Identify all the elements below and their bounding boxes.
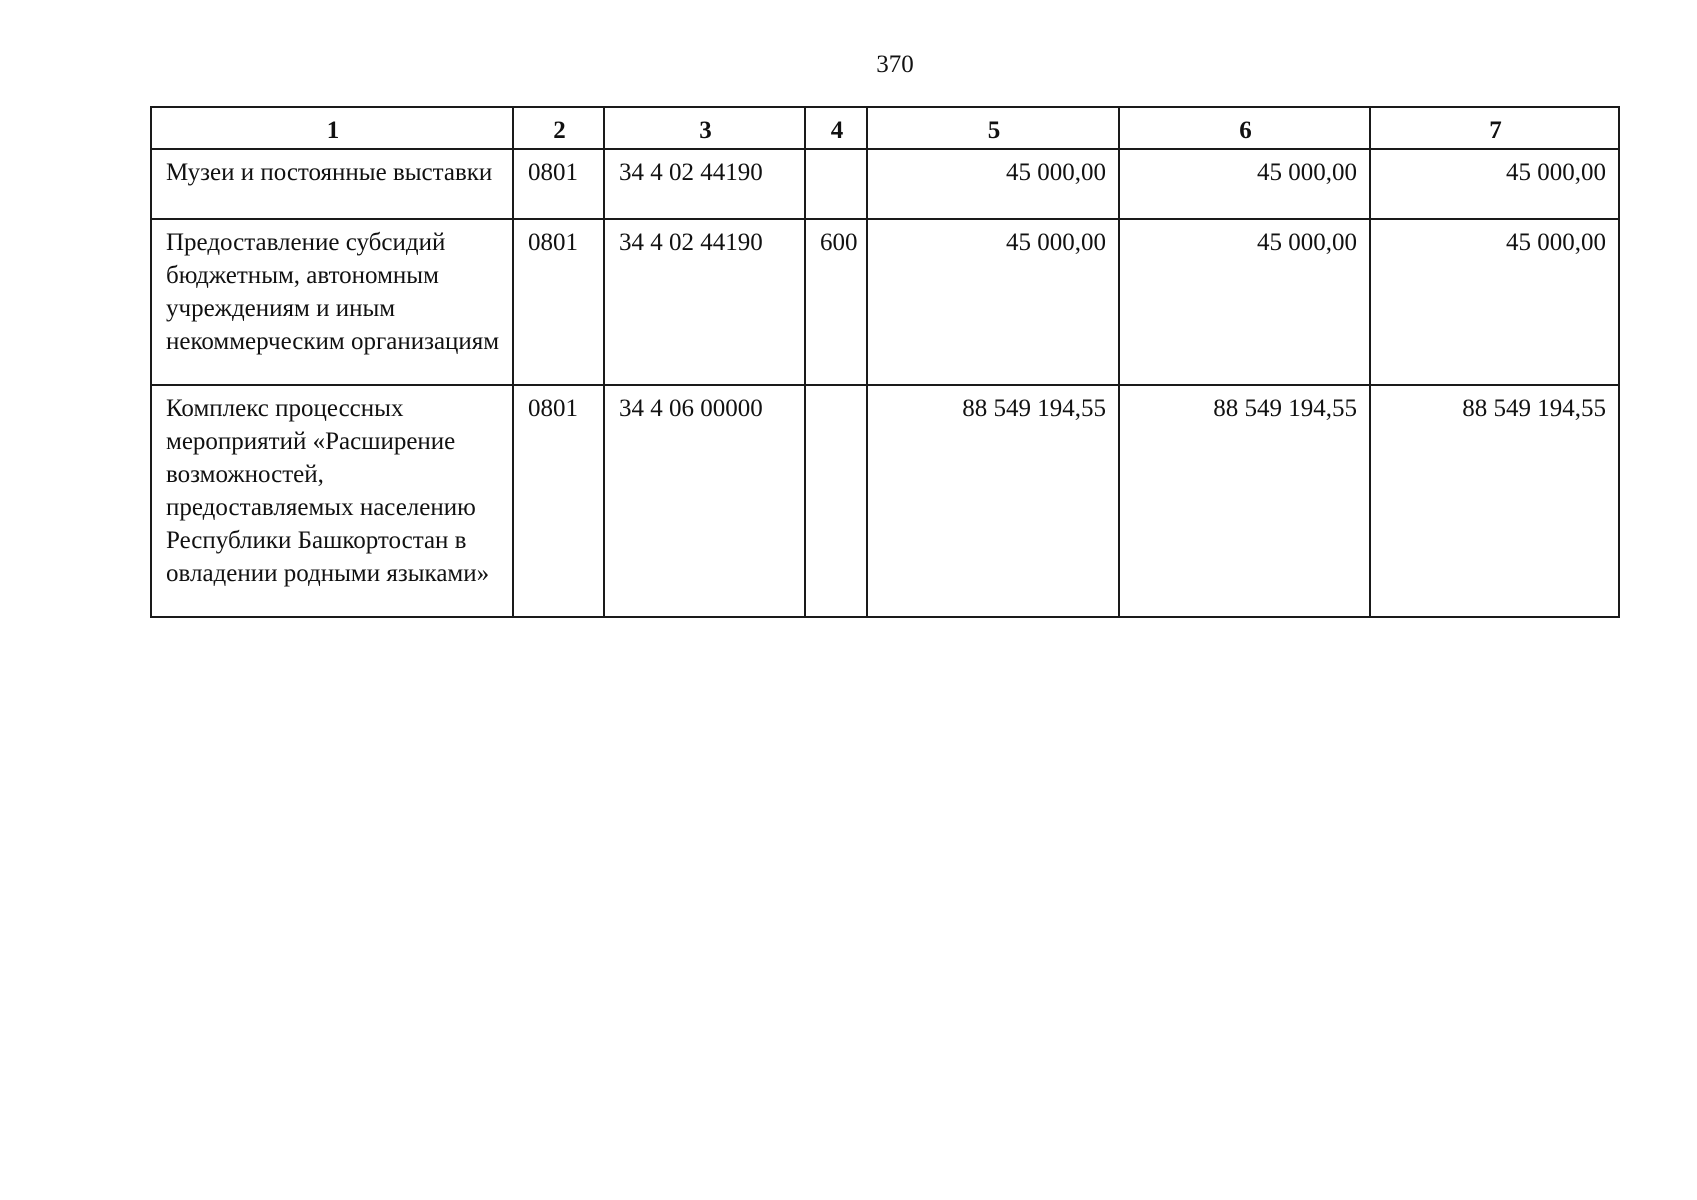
target-code: 34 4 02 44190 (604, 219, 805, 385)
header-row (151, 107, 1619, 149)
budget-table (150, 106, 1620, 618)
row-name: Предоставление субсидий бюджетным, автономным учреждениям и иным некоммерческим организациям (151, 219, 513, 385)
row-name: Комплекс процессных мероприятий «Расширение возможностей, предоставляемых населению Республики Башкортостан в овладении родными языками» (151, 385, 513, 617)
amount-col-7: 88 549 194,55 (1370, 385, 1619, 617)
expense-type (805, 149, 867, 219)
expense-type: 600 (805, 219, 867, 385)
expense-type (805, 385, 867, 617)
table-row (151, 385, 1619, 617)
amount-col-6: 88 549 194,55 (1119, 385, 1370, 617)
amount-col-5: 88 549 194,55 (867, 385, 1119, 617)
column-header-2: 2 (513, 107, 604, 149)
row-name: Музеи и постоянные выставки (151, 149, 513, 219)
amount-col-5: 45 000,00 (867, 219, 1119, 385)
amount-col-5: 45 000,00 (867, 149, 1119, 219)
column-header-7: 7 (1370, 107, 1619, 149)
amount-col-6: 45 000,00 (1119, 219, 1370, 385)
column-header-3: 3 (604, 107, 805, 149)
section-code: 0801 (513, 385, 604, 617)
table-row (151, 219, 1619, 385)
amount-col-7: 45 000,00 (1370, 219, 1619, 385)
section-code: 0801 (513, 219, 604, 385)
amount-col-7: 45 000,00 (1370, 149, 1619, 219)
column-header-5: 5 (867, 107, 1119, 149)
table-row (151, 149, 1619, 219)
page-number: 370 (876, 51, 914, 78)
target-code: 34 4 02 44190 (604, 149, 805, 219)
column-header-4: 4 (805, 107, 867, 149)
target-code: 34 4 06 00000 (604, 385, 805, 617)
section-code: 0801 (513, 149, 604, 219)
amount-col-6: 45 000,00 (1119, 149, 1370, 219)
column-header-6: 6 (1119, 107, 1370, 149)
column-header-1: 1 (151, 107, 513, 149)
